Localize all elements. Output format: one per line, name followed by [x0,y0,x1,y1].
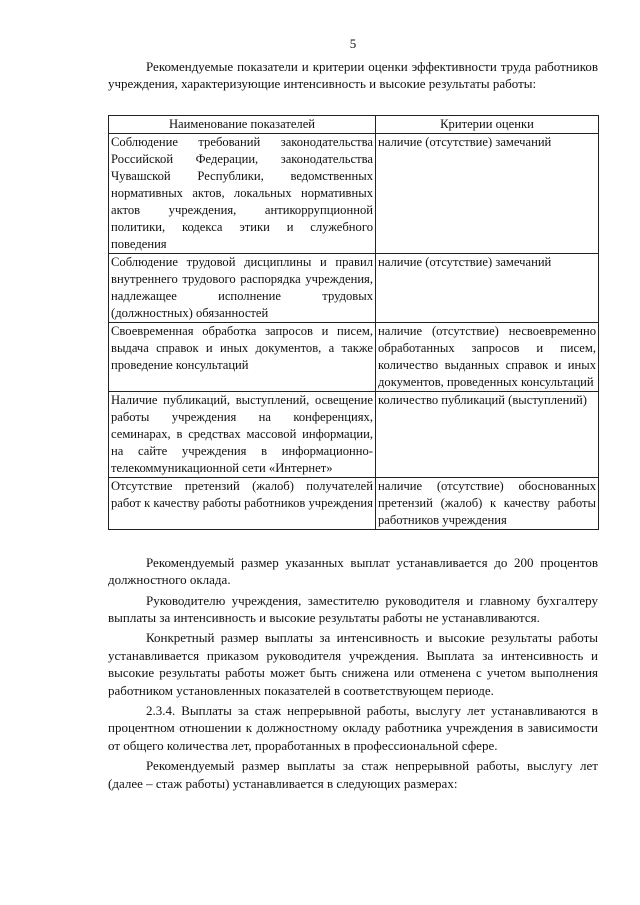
header-indicator-name: Наименование показателей [109,115,376,133]
paragraph-payment-order: Конкретный размер выплаты за интенсивность и высокие результаты работы устанавливается приказом руководителя учреждения. Выплата за интенсивность и высокие результаты работы может быть снижена или отменена с учетом выполнения работником установленных показателей в соответствующем периоде. [108,630,598,698]
table-row [109,322,599,391]
criterion-cell: наличие (отсутствие) замечаний [376,253,599,322]
page-number: 5 [349,36,357,51]
document-page [108,36,598,795]
table-row [109,391,599,477]
table-row [109,477,599,529]
intro-paragraph: Рекомендуемые показатели и критерии оценки эффективности труда работников учреждения, характеризующие интенсивность и высокие результаты работы: [108,59,598,92]
paragraph-seniority-size: Рекомендуемый размер выплаты за стаж непрерывной работы, выслугу лет (далее – стаж работы) устанавливается в следующих размерах: [108,758,598,791]
criterion-cell: наличие (отсутствие) замечаний [376,133,599,253]
criterion-cell: наличие (отсутствие) несвоевременно обработанных запросов и писем, количество выданных справок и иных документов, проведенных консультаций [376,322,599,391]
table-row [109,253,599,322]
table-row [109,133,599,253]
indicators-table [108,115,599,530]
indicator-cell: Своевременная обработка запросов и писем, выдача справок и иных документов, а также проведение консультаций [109,322,376,391]
paragraph-section-2-3-4: 2.3.4. Выплаты за стаж непрерывной работы, выслугу лет устанавливаются в процентном отношении к должностному окладу работника учреждения в зависимости от общего количества лет, проработанных в профессиональной сфере. [108,703,598,753]
paragraph-payment-size: Рекомендуемый размер указанных выплат устанавливается до 200 процентов должностного оклада. [108,554,598,588]
header-evaluation-criteria: Критерии оценки [376,115,599,133]
body-text [108,554,598,792]
indicator-cell: Наличие публикаций, выступлений, освещение работы учреждения на конференциях, семинарах, в средствах массовой информации, на сайте учреждения в информационно-телекоммуникационной сети «Интернет» [109,391,376,477]
paragraph-head-exclusion: Руководителю учреждения, заместителю руководителя и главному бухгалтеру выплаты за интенсивность и высокие результаты работы не устанавливаются. [108,592,598,626]
indicator-cell: Отсутствие претензий (жалоб) получателей работ к качеству работы работников учреждения [109,477,376,529]
indicator-cell: Соблюдение трудовой дисциплины и правил внутреннего трудового распорядка учреждения, надлежащее исполнение трудовых (должностных) обязанностей [109,253,376,322]
criterion-cell: наличие (отсутствие) обоснованных претензий (жалоб) к качеству работы работников учреждения [376,477,599,529]
criterion-cell: количество публикаций (выступлений) [376,391,599,477]
indicator-cell: Соблюдение требований законодательства Российской Федерации, законодательства Чувашской Республики, ведомственных нормативных актов, локальных нормативных актов учреждения, антикоррупционной политики, кодекса этики и служебного поведения [109,133,376,253]
table-header-row [109,115,599,133]
